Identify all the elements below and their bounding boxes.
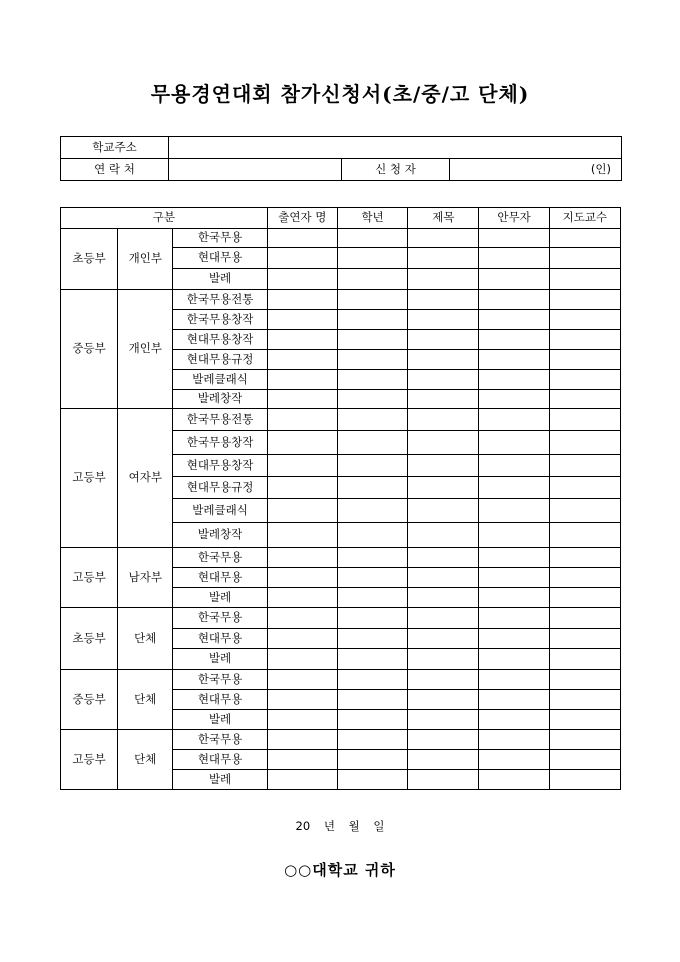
- choreographer-cell[interactable]: [479, 588, 549, 608]
- grade-cell[interactable]: [337, 523, 407, 548]
- grade-cell[interactable]: [337, 390, 407, 409]
- category-cell: 현대무용: [173, 568, 267, 588]
- grade-cell[interactable]: [337, 431, 407, 455]
- advisor-cell[interactable]: [549, 690, 620, 710]
- grade-cell[interactable]: [337, 310, 407, 330]
- level-cell: 고등부: [61, 730, 118, 790]
- division-cell: 개인부: [118, 229, 173, 290]
- grade-cell[interactable]: [337, 568, 407, 588]
- choreographer-cell[interactable]: [479, 229, 549, 248]
- piece-title-cell[interactable]: [408, 409, 479, 431]
- performer-name-cell[interactable]: [267, 770, 337, 790]
- piece-title-cell[interactable]: [408, 710, 479, 730]
- advisor-cell[interactable]: [549, 568, 620, 588]
- piece-title-cell[interactable]: [408, 370, 479, 390]
- grade-cell[interactable]: [337, 629, 407, 649]
- division-cell: 개인부: [118, 290, 173, 409]
- performer-name-cell[interactable]: [267, 455, 337, 477]
- grade-cell[interactable]: [337, 499, 407, 523]
- category-cell: 현대무용: [173, 690, 267, 710]
- advisor-cell[interactable]: [549, 229, 620, 248]
- division-cell: 단체: [118, 670, 173, 730]
- choreographer-cell[interactable]: [479, 730, 549, 750]
- piece-title-cell[interactable]: [408, 730, 479, 750]
- choreographer-cell[interactable]: [479, 499, 549, 523]
- advisor-cell[interactable]: [549, 608, 620, 629]
- level-cell: 고등부: [61, 548, 118, 608]
- category-cell: 현대무용규정: [173, 477, 267, 499]
- division-cell: 여자부: [118, 409, 173, 548]
- category-cell: 발레: [173, 588, 267, 608]
- choreographer-cell[interactable]: [479, 568, 549, 588]
- advisor-cell[interactable]: [549, 629, 620, 649]
- grade-cell[interactable]: [337, 750, 407, 770]
- advisor-cell[interactable]: [549, 455, 620, 477]
- choreographer-cell[interactable]: [479, 770, 549, 790]
- piece-title-cell[interactable]: [408, 310, 479, 330]
- addressee: ○○대학교 귀하: [284, 861, 396, 879]
- grade-cell[interactable]: [337, 770, 407, 790]
- grade-cell[interactable]: [337, 290, 407, 310]
- entry-table: [60, 207, 621, 790]
- advisor-cell[interactable]: [549, 523, 620, 548]
- grade-cell[interactable]: [337, 588, 407, 608]
- performer-name-cell[interactable]: [267, 248, 337, 269]
- grade-cell[interactable]: [337, 330, 407, 350]
- piece-title-cell[interactable]: [408, 670, 479, 690]
- performer-name-cell[interactable]: [267, 229, 337, 248]
- grade-cell[interactable]: [337, 670, 407, 690]
- division-cell: 단체: [118, 730, 173, 790]
- category-cell: 한국무용창작: [173, 431, 267, 455]
- division-cell: 남자부: [118, 548, 173, 608]
- performer-name-cell[interactable]: [267, 670, 337, 690]
- performer-name-cell[interactable]: [267, 588, 337, 608]
- performer-name-cell[interactable]: [267, 548, 337, 568]
- grade-cell[interactable]: [337, 455, 407, 477]
- category-cell: 현대무용창작: [173, 455, 267, 477]
- category-cell: 발레창작: [173, 390, 267, 409]
- performer-name-cell[interactable]: [267, 629, 337, 649]
- applicant-info-table: [60, 136, 622, 181]
- advisor-cell[interactable]: [549, 330, 620, 350]
- piece-title-cell[interactable]: [408, 690, 479, 710]
- table-row: [61, 730, 621, 750]
- advisor-cell[interactable]: [549, 770, 620, 790]
- piece-title-cell[interactable]: [408, 431, 479, 455]
- level-cell: 초등부: [61, 229, 118, 290]
- category-cell: 한국무용: [173, 548, 267, 568]
- choreographer-cell[interactable]: [479, 350, 549, 370]
- grade-cell[interactable]: [337, 477, 407, 499]
- table-row: [61, 229, 621, 248]
- piece-title-cell[interactable]: [408, 330, 479, 350]
- grade-cell[interactable]: [337, 710, 407, 730]
- choreographer-cell[interactable]: [479, 523, 549, 548]
- grade-cell[interactable]: [337, 370, 407, 390]
- piece-title-cell[interactable]: [408, 750, 479, 770]
- performer-name-cell[interactable]: [267, 310, 337, 330]
- choreographer-cell[interactable]: [479, 431, 549, 455]
- performer-name-header: 출연자 명: [267, 208, 337, 229]
- grade-cell[interactable]: [337, 229, 407, 248]
- advisor-cell[interactable]: [549, 370, 620, 390]
- advisor-cell[interactable]: [549, 730, 620, 750]
- contact-field[interactable]: [169, 159, 342, 181]
- category-cell: 현대무용창작: [173, 330, 267, 350]
- performer-name-cell[interactable]: [267, 390, 337, 409]
- category-cell: 현대무용: [173, 248, 267, 269]
- piece-title-cell[interactable]: [408, 608, 479, 629]
- grade-cell[interactable]: [337, 690, 407, 710]
- choreographer-header: 안무자: [479, 208, 549, 229]
- applicant-label: 신 청 자: [342, 159, 450, 181]
- choreographer-cell[interactable]: [479, 310, 549, 330]
- table-row: [61, 608, 621, 629]
- choreographer-cell[interactable]: [479, 690, 549, 710]
- grade-cell[interactable]: [337, 269, 407, 290]
- choreographer-cell[interactable]: [479, 269, 549, 290]
- category-cell: 현대무용: [173, 629, 267, 649]
- level-cell: 초등부: [61, 608, 118, 670]
- piece-title-cell[interactable]: [408, 290, 479, 310]
- seal-mark: (인): [590, 161, 612, 176]
- choreographer-cell[interactable]: [479, 390, 549, 409]
- category-cell: 현대무용규정: [173, 350, 267, 370]
- level-cell: 고등부: [61, 409, 118, 548]
- applicant-field[interactable]: [450, 159, 622, 181]
- piece-title-cell[interactable]: [408, 499, 479, 523]
- category-cell: 한국무용전통: [173, 290, 267, 310]
- piece-title-header: 제목: [408, 208, 479, 229]
- choreographer-cell[interactable]: [479, 629, 549, 649]
- grade-cell[interactable]: [337, 248, 407, 269]
- grade-cell[interactable]: [337, 409, 407, 431]
- grade-cell[interactable]: [337, 548, 407, 568]
- piece-title-cell[interactable]: [408, 523, 479, 548]
- performer-name-cell[interactable]: [267, 608, 337, 629]
- performer-name-cell[interactable]: [267, 431, 337, 455]
- piece-title-cell[interactable]: [408, 568, 479, 588]
- table-row: [61, 670, 621, 690]
- advisor-cell[interactable]: [549, 477, 620, 499]
- advisor-cell[interactable]: [549, 350, 620, 370]
- piece-title-cell[interactable]: [408, 770, 479, 790]
- piece-title-cell[interactable]: [408, 455, 479, 477]
- advisor-header: 지도교수: [549, 208, 620, 229]
- category-cell: 발레클래식: [173, 499, 267, 523]
- advisor-cell[interactable]: [549, 499, 620, 523]
- choreographer-cell[interactable]: [479, 248, 549, 269]
- choreographer-cell[interactable]: [479, 409, 549, 431]
- performer-name-cell[interactable]: [267, 290, 337, 310]
- performer-name-cell[interactable]: [267, 523, 337, 548]
- category-cell: 한국무용창작: [173, 310, 267, 330]
- piece-title-cell[interactable]: [408, 629, 479, 649]
- category-cell: 한국무용: [173, 608, 267, 629]
- piece-title-cell[interactable]: [408, 548, 479, 568]
- performer-name-cell[interactable]: [267, 477, 337, 499]
- grade-header: 학년: [337, 208, 407, 229]
- table-row: [61, 409, 621, 431]
- choreographer-cell[interactable]: [479, 330, 549, 350]
- choreographer-cell[interactable]: [479, 750, 549, 770]
- advisor-cell[interactable]: [549, 269, 620, 290]
- piece-title-cell[interactable]: [408, 588, 479, 608]
- piece-title-cell[interactable]: [408, 229, 479, 248]
- choreographer-cell[interactable]: [479, 608, 549, 629]
- choreographer-cell[interactable]: [479, 370, 549, 390]
- performer-name-cell[interactable]: [267, 649, 337, 670]
- performer-name-cell[interactable]: [267, 499, 337, 523]
- advisor-cell[interactable]: [549, 290, 620, 310]
- performer-name-cell[interactable]: [267, 750, 337, 770]
- grade-cell[interactable]: [337, 649, 407, 670]
- category-cell: 한국무용: [173, 730, 267, 750]
- piece-title-cell[interactable]: [408, 269, 479, 290]
- advisor-cell[interactable]: [549, 710, 620, 730]
- choreographer-cell[interactable]: [479, 455, 549, 477]
- choreographer-cell[interactable]: [479, 477, 549, 499]
- piece-title-cell[interactable]: [408, 390, 479, 409]
- contact-label: 연 락 처: [61, 159, 169, 181]
- advisor-cell[interactable]: [549, 248, 620, 269]
- advisor-cell[interactable]: [549, 649, 620, 670]
- entry-table-body: [61, 229, 621, 790]
- school-address-field[interactable]: [169, 137, 622, 159]
- division-cell: 단체: [118, 608, 173, 670]
- date-line: 20 년 월 일: [295, 819, 385, 833]
- advisor-cell[interactable]: [549, 750, 620, 770]
- table-row: [61, 548, 621, 568]
- performer-name-cell[interactable]: [267, 370, 337, 390]
- category-cell: 한국무용: [173, 670, 267, 690]
- grade-cell[interactable]: [337, 350, 407, 370]
- performer-name-cell[interactable]: [267, 330, 337, 350]
- level-cell: 중등부: [61, 290, 118, 409]
- advisor-cell[interactable]: [549, 409, 620, 431]
- category-cell: 발레창작: [173, 523, 267, 548]
- choreographer-cell[interactable]: [479, 670, 549, 690]
- category-cell: 현대무용: [173, 750, 267, 770]
- category-cell: 발레: [173, 269, 267, 290]
- category-cell: 한국무용전통: [173, 409, 267, 431]
- piece-title-cell[interactable]: [408, 649, 479, 670]
- level-cell: 중등부: [61, 670, 118, 730]
- choreographer-cell[interactable]: [479, 649, 549, 670]
- piece-title-cell[interactable]: [408, 248, 479, 269]
- category-cell: 발레: [173, 770, 267, 790]
- grade-cell[interactable]: [337, 730, 407, 750]
- advisor-cell[interactable]: [549, 548, 620, 568]
- performer-name-cell[interactable]: [267, 409, 337, 431]
- performer-name-cell[interactable]: [267, 350, 337, 370]
- advisor-cell[interactable]: [549, 588, 620, 608]
- choreographer-cell[interactable]: [479, 290, 549, 310]
- category-cell: 발레: [173, 649, 267, 670]
- grade-cell[interactable]: [337, 608, 407, 629]
- performer-name-cell[interactable]: [267, 568, 337, 588]
- advisor-cell[interactable]: [549, 670, 620, 690]
- category-cell: 한국무용: [173, 229, 267, 248]
- advisor-cell[interactable]: [549, 310, 620, 330]
- performer-name-cell[interactable]: [267, 730, 337, 750]
- school-address-label: 학교주소: [61, 137, 169, 159]
- category-cell: 발레: [173, 710, 267, 730]
- performer-name-cell[interactable]: [267, 269, 337, 290]
- performer-name-cell[interactable]: [267, 710, 337, 730]
- performer-name-cell[interactable]: [267, 690, 337, 710]
- choreographer-cell[interactable]: [479, 710, 549, 730]
- form-title: 무용경연대회 참가신청서(초/중/고 단체): [150, 82, 530, 106]
- piece-title-cell[interactable]: [408, 350, 479, 370]
- choreographer-cell[interactable]: [479, 548, 549, 568]
- category-header: 구분: [61, 208, 268, 229]
- table-row: [61, 290, 621, 310]
- category-cell: 발레클래식: [173, 370, 267, 390]
- advisor-cell[interactable]: [549, 390, 620, 409]
- advisor-cell[interactable]: [549, 431, 620, 455]
- piece-title-cell[interactable]: [408, 477, 479, 499]
